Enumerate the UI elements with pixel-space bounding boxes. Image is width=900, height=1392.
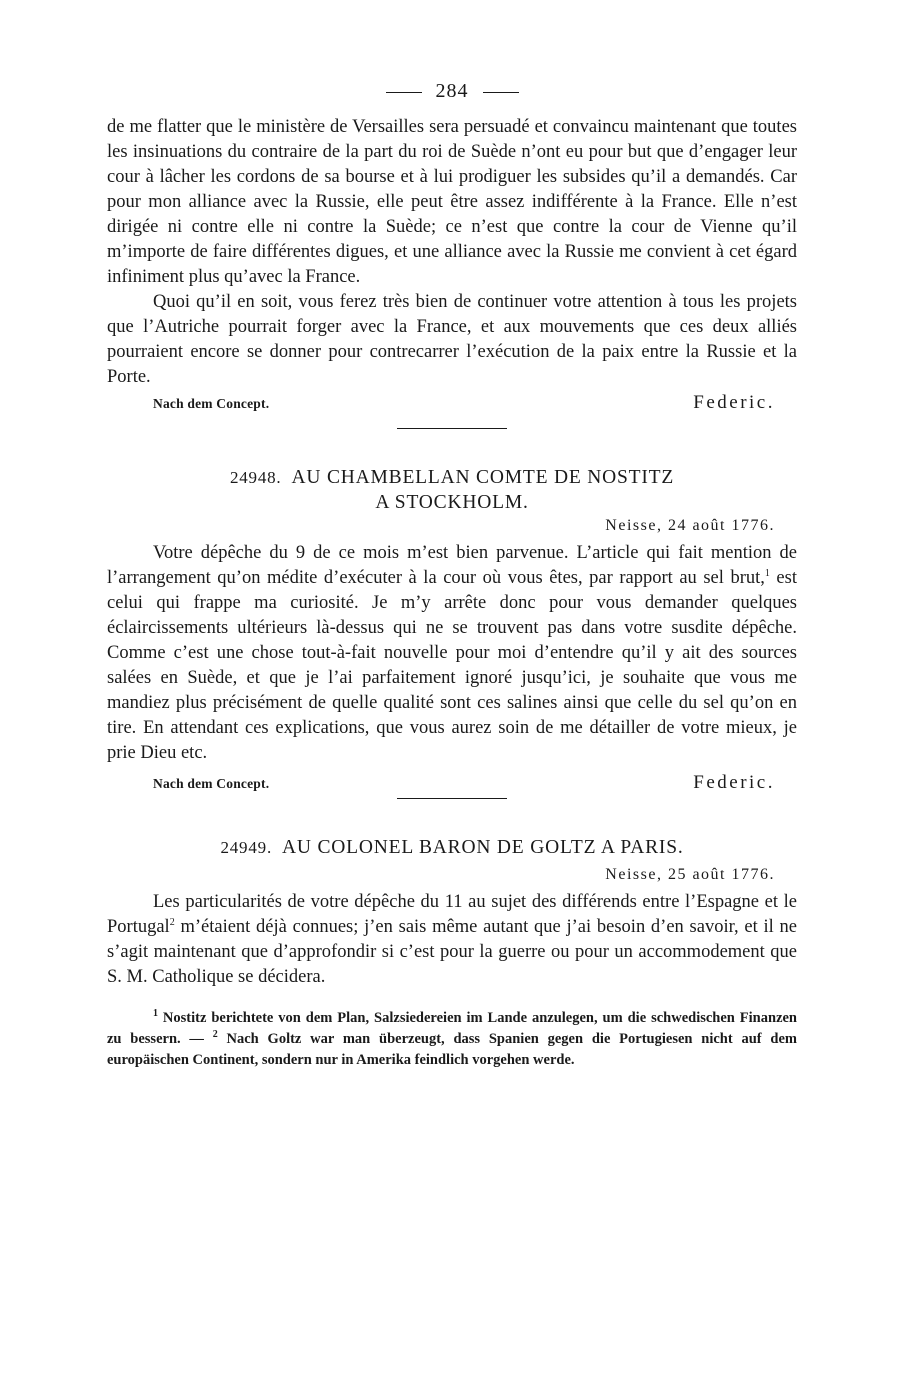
letter-date: Neisse, 24 août 1776. <box>605 517 775 534</box>
footnote-marker: 1 <box>153 1008 158 1020</box>
footnote-2-text: Nach Goltz war man überzeugt, dass Spanien gegen die Portugiesen nicht auf dem europäischen Continent, sondern nur in Amerika feindlich vorgehen werde. <box>107 1031 797 1068</box>
page-number-dash-left <box>386 92 422 93</box>
section-divider <box>397 798 507 799</box>
footnote-marker: 2 <box>212 1029 218 1041</box>
letter-heading-line2: A STOCKHOLM. <box>375 492 529 513</box>
continuation-paragraph-1: de me flatter que le ministère de Versailles sera persuadé et convaincu maintenant que toutes les insinuations du contraire de la part du roi de Suède n’ont eu pour but que d’engager leur cour à lâcher les cordons de sa bourse et à lui prodiguer les subsides qu’il a demandés. Car pour mon alliance avec la Russie, elle peut être assez indifférente à la France. Elle n’est dirigée ni contre elle ni contre la Suède; ce n’est que contre la cour de Vienne qu’il m’importe de faire différentes digues, et une alliance avec la Russie me convient à cet égard infiniment plus qu’avec la France. <box>107 117 797 287</box>
page-number-dash-right <box>483 92 519 93</box>
signature: Federic. <box>693 772 775 793</box>
footnote-1-text: Nostitz berichtete von dem Plan, Salzsiedereien im Lande anzulegen, um die schwedischen Finanzen zu bessern. — <box>107 1010 797 1047</box>
continuation-closing <box>107 392 797 414</box>
letter-number: 24949. <box>220 838 273 857</box>
letter-heading: AU COLONEL BARON DE GOLTZ A PARIS. <box>282 837 684 858</box>
source-note: Nach dem Concept. <box>153 776 270 791</box>
page-number-text: 284 <box>435 80 469 102</box>
letter-body-text-part2: est celui qui frappe ma curiosité. Je m’y arrête donc pour vous demander quelques éclaircissements ultérieurs là-dessus qui ne se trouvent pas dans votre susdite dépêche. Comme c’est une chose tout-à-fait nouvelle pour moi d’entendre qu’il y ait des sources salées en Suède, et que je l’ai parfaitement ignoré jusqu’ici, je souhaite que vous me mandiez plus précisément de quelle qualité sont ces salines ainsi que celle du sel qu’on en tire. En attendant ces explications, que vous aurez soin de me détailler de votre mieux, je prie Dieu etc. <box>107 568 797 763</box>
letter-number: 24948. <box>229 468 282 487</box>
document-page <box>107 80 797 1071</box>
footnote-text <box>107 1008 797 1071</box>
section-divider <box>397 428 507 429</box>
letter-date: Neisse, 25 août 1776. <box>605 866 775 883</box>
footnote-marker: 2 <box>169 916 175 928</box>
page-number <box>107 80 797 103</box>
footnote-marker: 1 <box>764 567 770 579</box>
letter-heading-24949 <box>107 835 797 860</box>
letter-body-text-part1: Les particularités de votre dépêche du 11 au sujet des différends entre l’Espagne et le Portugal <box>107 892 797 937</box>
letter-heading-line1: AU CHAMBELLAN COMTE DE NOSTITZ <box>291 467 675 488</box>
letter-body-text-part1: Votre dépêche du 9 de ce mois m’est bien parvenue. L’article qui fait mention de l’arrangement qu’on médite d’exécuter à la cour où vous êtes, par rapport au sel brut, <box>107 543 797 588</box>
letter-closing-24948 <box>107 760 797 794</box>
letter-body-24948 <box>107 541 797 766</box>
letter-body-24949 <box>107 890 797 990</box>
signature: Federic. <box>693 392 775 413</box>
letter-heading-24948 <box>107 465 797 515</box>
footnotes <box>107 1008 797 1071</box>
source-note: Nach dem Concept. <box>153 396 270 411</box>
continuation-paragraph-2: Quoi qu’il en soit, vous ferez très bien de continuer votre attention à tous les projets que l’Autriche pourrait forger avec la France, et aux mouvements que ces deux alliés pourraient encore se donner pour contrecarrer l’exécution de la paix entre la Russie et la Porte. <box>107 292 797 387</box>
letter-body-text-part2: m’étaient déjà connues; j’en sais même autant que j’ai besoin d’en savoir, et il ne s’agit maintenant que d’approfondir si c’est pour la guerre ou pour un accommodement que S. M. Catholique se décidera. <box>107 917 797 987</box>
